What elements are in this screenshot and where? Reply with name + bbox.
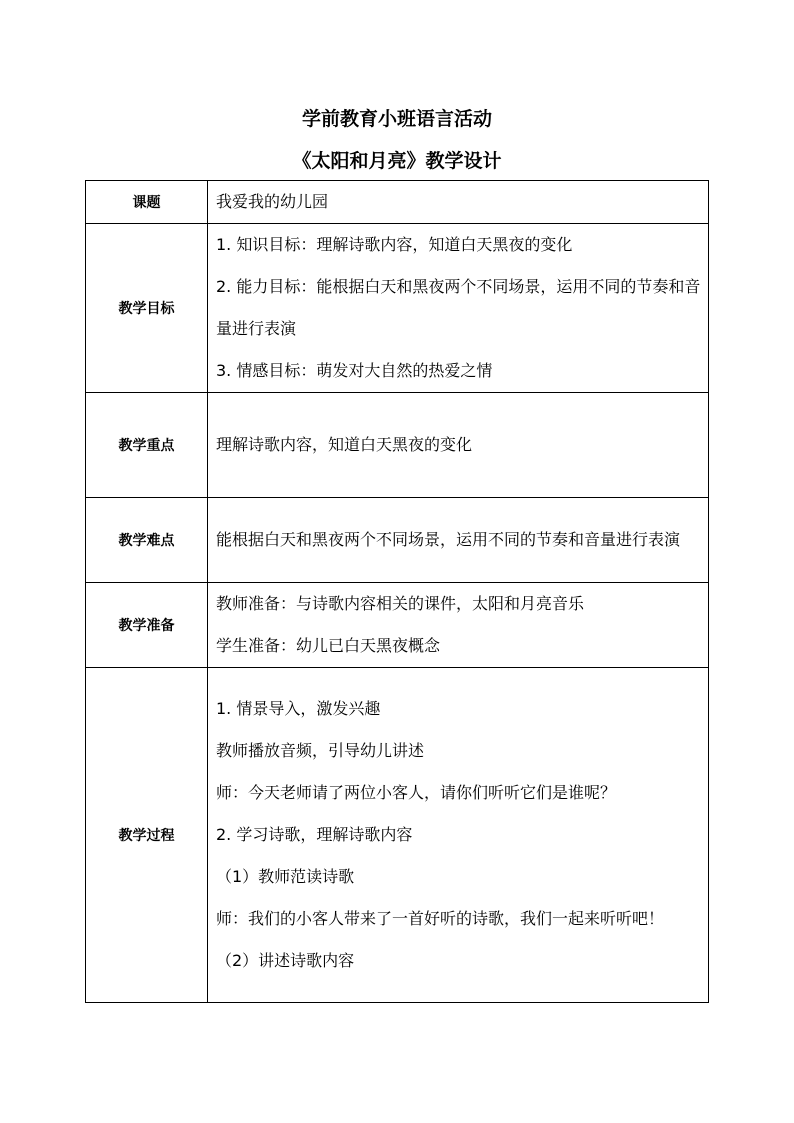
student-preparation: 学生准备：幼儿已白天黑夜概念 [216, 636, 441, 655]
row-label-process: 教学过程 [86, 668, 208, 1003]
objective-ability: 2. 能力目标：能根据白天和黑夜两个不同场景，运用不同的节奏和音量进行表演 [216, 277, 701, 338]
lesson-plan-table [85, 180, 709, 1003]
row-content-topic [208, 181, 709, 224]
document-subtitle: 《太阳和月亮》教学设计 [292, 150, 502, 172]
process-step-2-sub-1: （1）教师范读诗歌 [216, 867, 355, 886]
row-label-difficulty: 教学难点 [86, 498, 208, 583]
process-step-1: 1. 情景导入，激发兴趣 [216, 699, 381, 718]
process-step-2-dialogue: 师：我们的小客人带来了一首好听的诗歌，我们一起来听听吧！ [216, 909, 665, 928]
row-label-topic: 课题 [86, 181, 208, 224]
row-label-objectives: 教学目标 [86, 224, 208, 393]
teacher-preparation: 教师准备：与诗歌内容相关的课件，太阳和月亮音乐 [216, 594, 585, 613]
process-step-1-detail: 教师播放音频，引导幼儿讲述 [216, 741, 425, 760]
process-step-2-sub-2: （2）讲述诗歌内容 [216, 951, 355, 970]
objective-knowledge: 1. 知识目标：理解诗歌内容，知道白天黑夜的变化 [216, 235, 573, 254]
row-key-point [86, 393, 709, 498]
process-step-2: 2. 学习诗歌，理解诗歌内容 [216, 825, 413, 844]
row-process [86, 668, 709, 1003]
row-topic [86, 181, 709, 224]
process-step-1-dialogue: 师：今天老师请了两位小客人，请你们听听它们是谁呢？ [216, 783, 617, 802]
key-point-text: 理解诗歌内容，知道白天黑夜的变化 [216, 435, 473, 454]
row-preparation [86, 583, 709, 668]
row-content-objectives [208, 224, 709, 393]
objective-emotion: 3. 情感目标：萌发对大自然的热爱之情 [216, 361, 493, 380]
row-content-difficulty [208, 498, 709, 583]
difficulty-text: 能根据白天和黑夜两个不同场景，运用不同的节奏和音量进行表演 [216, 530, 681, 549]
row-label-key-point: 教学重点 [86, 393, 208, 498]
row-content-process [208, 668, 709, 1003]
topic-text: 我爱我的幼儿园 [216, 192, 329, 211]
row-difficulty [86, 498, 709, 583]
row-objectives [86, 224, 709, 393]
document-title: 学前教育小班语言活动 [301, 108, 492, 130]
row-content-preparation [208, 583, 709, 668]
row-content-key-point [208, 393, 709, 498]
row-label-preparation: 教学准备 [86, 583, 208, 668]
